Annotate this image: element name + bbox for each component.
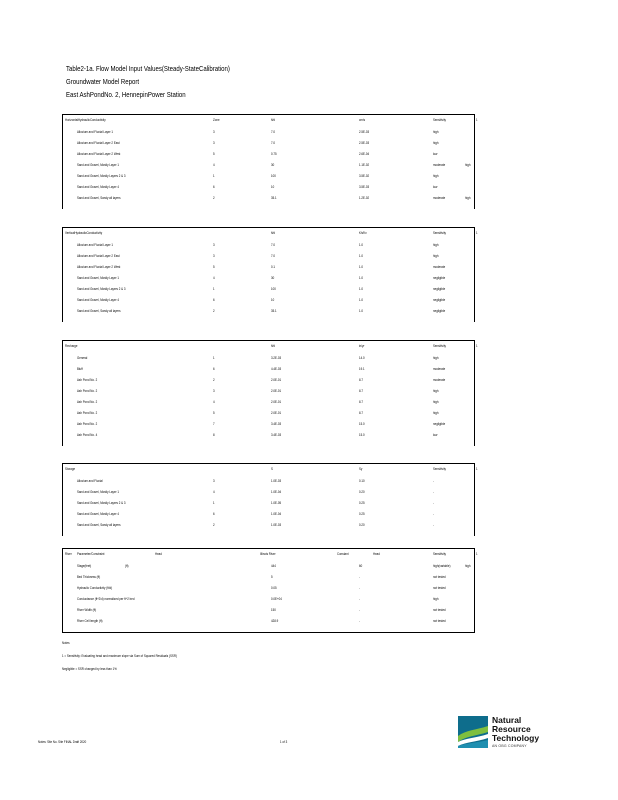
- table-cell: Sand and Gravel, Mostly Layers 2 & 3: [77, 173, 126, 178]
- table-cell: high: [433, 355, 439, 360]
- header-cell: Recharge: [65, 343, 78, 348]
- header-cell: Zone: [213, 117, 220, 122]
- table-cell: Alluvium and Fluvial Layer 2 East: [77, 253, 120, 258]
- table-cell: Sand and Gravel, Mostly Layer 4: [77, 511, 119, 516]
- table-cell: moderate: [433, 377, 446, 382]
- table-cell: 150: [271, 607, 276, 612]
- table-cell: 0.75: [271, 151, 277, 156]
- vertical-rows: [63, 239, 474, 322]
- company-logo: [458, 716, 550, 752]
- table-row: [63, 272, 474, 283]
- table-cell: 1.0E-03: [271, 522, 282, 527]
- table-cell: 2.6E-04: [359, 151, 370, 156]
- header-cell: Storage: [65, 466, 76, 471]
- table-cell: 14.0: [359, 355, 365, 360]
- table-row: [63, 407, 474, 418]
- table-cell: 4: [213, 162, 215, 167]
- table-cell: 1: [213, 355, 215, 360]
- table-row: [63, 396, 474, 407]
- horizontal-conductivity-section: [62, 114, 478, 209]
- header-cell: Head: [373, 551, 380, 556]
- table-cell: 35.1: [271, 308, 277, 313]
- table-cell: River Width (ft): [77, 607, 97, 612]
- table-cell: Alluvium and Fluvial Layer 1: [77, 129, 114, 134]
- page-number: 1 of 3: [280, 739, 288, 744]
- table-cell: 1.0: [359, 264, 364, 269]
- table-cell: low: [433, 184, 438, 189]
- table-cell: high: [433, 242, 439, 247]
- table-cell: 3.2E-03: [271, 355, 282, 360]
- table-cell: 1.1E-02: [359, 162, 370, 167]
- table-cell: Sand and Gravel, Sandy all layers: [77, 308, 121, 313]
- table-row: [63, 385, 474, 396]
- table-cell: Stage(feet): [77, 563, 92, 568]
- table-cell: not tested: [433, 607, 446, 612]
- table-cell: 8: [213, 432, 215, 437]
- table-cell: 8.7: [359, 410, 364, 415]
- logo-line-3: Technology: [492, 733, 540, 743]
- table-cell: 444: [271, 563, 276, 568]
- header-cell: Sensitivity: [433, 551, 446, 556]
- table-cell: 0.20: [359, 522, 365, 527]
- table-cell: Alluvium and Fluvial Layer 2 East: [77, 140, 120, 145]
- table-cell: high: [433, 388, 439, 393]
- footnote-marker: 1: [475, 117, 478, 122]
- table-cell: 0.10: [359, 478, 365, 483]
- header-cell: HorizontalHydraulicConductivity: [65, 117, 106, 122]
- table-cell: 1.0: [359, 275, 364, 280]
- table-cell: 4: [213, 489, 215, 494]
- table-cell: high: [433, 410, 439, 415]
- table-cell: not tested: [433, 618, 446, 623]
- table-cell: not tested: [433, 585, 446, 590]
- table-cell: 5: [213, 151, 215, 156]
- footer-left: Notes: Site No. Site FINAL Draft 2020: [38, 739, 87, 744]
- storage-section: [62, 463, 478, 536]
- header-cell: Constant: [337, 551, 349, 556]
- table-cell: high: [433, 253, 439, 258]
- table-row: [63, 593, 474, 604]
- table-row: [63, 582, 474, 593]
- row-spacer: [63, 203, 474, 209]
- table-cell: 8.7: [359, 377, 364, 382]
- table-cell: 3: [213, 129, 215, 134]
- table-cell: 0.25: [359, 500, 365, 505]
- table-cell: 60: [359, 563, 363, 568]
- table-cell: 1.0E-04: [271, 511, 282, 516]
- table-cell: 3.4E-03: [271, 421, 282, 426]
- table-row: [63, 352, 474, 363]
- table-cell: negligible: [433, 421, 446, 426]
- table-row: [63, 170, 474, 181]
- table-cell: 1.0: [359, 253, 364, 258]
- table-cell: Sand and Gravel, Mostly Layer 1: [77, 162, 119, 167]
- table-cell: negligible: [433, 275, 446, 280]
- table-cell: 1.0E-04: [271, 489, 282, 494]
- logo-line-1: Natural: [492, 715, 522, 725]
- table-cell: high: [465, 563, 471, 568]
- header-cell: ft/d: [271, 343, 276, 348]
- table-cell: 6: [213, 366, 215, 371]
- table-row: [63, 148, 474, 159]
- table-cell: not tested: [433, 574, 446, 579]
- notes-line-2: Negligible = SSR changed by less than 1%: [62, 666, 117, 671]
- table-cell: 3: [213, 253, 215, 258]
- table-cell: 4: [213, 399, 215, 404]
- table-cell: 6: [213, 184, 215, 189]
- table-cell: 1.0: [359, 308, 364, 313]
- header-cell: cm/s: [359, 117, 366, 122]
- table-row: [63, 294, 474, 305]
- table-cell: Alluvium and Fluvial Layer 2 West: [77, 151, 121, 156]
- table-cell: 2: [213, 377, 215, 382]
- table-cell: 35.1: [271, 195, 277, 200]
- table-cell: -: [359, 596, 360, 601]
- recharge-section: [62, 340, 478, 446]
- table-cell: Sand and Gravel, Mostly Layer 4: [77, 184, 119, 189]
- table-cell: 1: [213, 286, 215, 291]
- table-row: [63, 181, 474, 192]
- title-line-3: East AshPondNo. 2, HennepinPower Station: [66, 90, 186, 99]
- table-cell: negligible: [433, 286, 446, 291]
- row-spacer: [63, 316, 474, 322]
- table-cell: 8.7: [359, 399, 364, 404]
- table-cell: high: [433, 129, 439, 134]
- table-cell: Sand and Gravel, Sandy all layers: [77, 522, 121, 527]
- header-cell: Sensitivity: [433, 117, 446, 122]
- table-cell: 6: [213, 297, 215, 302]
- table-cell: high: [433, 173, 439, 178]
- table-cell: 10: [271, 297, 275, 302]
- table-row: [63, 486, 474, 497]
- table-row: [63, 374, 474, 385]
- table-cell: Sand and Gravel, Sandy all layers: [77, 195, 121, 200]
- horizontal-rows: [63, 126, 474, 209]
- recharge-rows: [63, 352, 474, 446]
- vertical-conductivity-section: [62, 227, 478, 322]
- header-cell: Parameter/Constraint: [77, 551, 105, 556]
- table-cell: Sand and Gravel, Mostly Layers 2 & 3: [77, 286, 126, 291]
- table-cell: 0.05: [271, 585, 277, 590]
- table-cell: 5: [213, 410, 215, 415]
- table-cell: Bed Thickness (ft): [77, 574, 101, 579]
- table-cell: -: [359, 585, 360, 590]
- table-cell: Sand and Gravel, Mostly Layers 2 & 3: [77, 500, 126, 505]
- footnote-marker: 1: [475, 343, 478, 348]
- row-spacer: [63, 530, 474, 536]
- table-cell: 0.1: [271, 264, 276, 269]
- table-cell: Alluvium and Fluvial Layer 1: [77, 242, 114, 247]
- table-cell: 30: [271, 275, 275, 280]
- table-cell: 0.25: [359, 511, 365, 516]
- table-cell: negligible: [433, 297, 446, 302]
- river-section: [62, 548, 478, 633]
- table-row: [63, 261, 474, 272]
- table-cell: 1.2E-02: [359, 195, 370, 200]
- header-cell: VerticalHydraulicConductivity: [65, 230, 103, 235]
- notes-line-1: 1 = Sensitivity: Evaluating head and maximum slope via Sum of Squared Residuals (SSR): [62, 653, 177, 658]
- header-cell: River: [65, 551, 72, 556]
- table-row: [63, 239, 474, 250]
- table-cell: Alluvium and Fluvial: [77, 478, 103, 483]
- table-row: [63, 305, 474, 316]
- table-cell: Ash Pond No. 2: [77, 388, 98, 393]
- footnote-marker: 1: [475, 466, 478, 471]
- table-cell: 7.0: [271, 140, 276, 145]
- table-cell: 15.0: [359, 432, 365, 437]
- table-cell: 0.20: [359, 489, 365, 494]
- table-cell: moderate: [433, 366, 446, 371]
- table-cell: high: [465, 195, 471, 200]
- title-line-1: Table2-1a. Flow Model Input Values(Steady-StateCalibration): [66, 64, 230, 73]
- table-row: [63, 508, 474, 519]
- row-spacer: [63, 626, 474, 632]
- logo-line-2: Resource: [492, 724, 531, 734]
- table-cell: 3: [213, 140, 215, 145]
- table-cell: 1.0: [359, 242, 364, 247]
- table-cell: 30: [271, 162, 275, 167]
- table-row: [63, 283, 474, 294]
- table-cell: 3.4E-03: [271, 432, 282, 437]
- table-cell: River Cell length (ft): [77, 618, 103, 623]
- table-cell: 15.0: [359, 421, 365, 426]
- header-cell: S: [271, 466, 273, 471]
- table-cell: low: [433, 151, 438, 156]
- table-row: [63, 126, 474, 137]
- table-cell: Sand and Gravel, Mostly Layer 1: [77, 275, 119, 280]
- table-cell: 2.0E-01: [271, 399, 282, 404]
- table-cell: 3: [213, 388, 215, 393]
- table-cell: 5: [213, 264, 215, 269]
- header-cell: Head: [155, 551, 162, 556]
- table-row: [63, 604, 474, 615]
- storage-rows: [63, 475, 474, 536]
- table-cell: 5: [271, 574, 273, 579]
- header-cell: in/yr: [359, 343, 365, 348]
- storage-header-row: [63, 464, 478, 475]
- table-cell: high(variable): [433, 563, 451, 568]
- table-cell: -: [433, 478, 434, 483]
- table-cell: 19.1: [359, 366, 365, 371]
- table-row: [63, 363, 474, 374]
- table-row: [63, 418, 474, 429]
- header-cell: ft/d: [271, 230, 276, 235]
- header-cell: ft/d: [271, 117, 276, 122]
- header-cell: Kh/Kv: [359, 230, 367, 235]
- table-cell: 3: [213, 242, 215, 247]
- table-cell: Bluff: [77, 366, 83, 371]
- table-cell: -: [359, 574, 360, 579]
- row-spacer: [63, 440, 474, 446]
- table-cell: 2: [213, 522, 215, 527]
- table-cell: -: [359, 618, 360, 623]
- table-cell: 100: [271, 286, 276, 291]
- table-cell: 1.0E-05: [271, 500, 282, 505]
- table-cell: Ash Pond No. 2: [77, 399, 98, 404]
- table-cell: 6: [213, 511, 215, 516]
- table-cell: 1.0E-03: [271, 478, 282, 483]
- table-cell: Conductance (ft^2/d) normalized per ft^2 bed: [77, 596, 135, 601]
- table-row: [63, 159, 474, 170]
- table-row: [63, 429, 474, 440]
- table-row: [63, 250, 474, 261]
- table-cell: 1.0: [359, 297, 364, 302]
- table-cell: Ash Pond No. 2: [77, 410, 98, 415]
- table-cell: -: [359, 607, 360, 612]
- table-cell: -: [433, 511, 434, 516]
- table-cell: 3.5E-02: [359, 173, 370, 178]
- table-cell: -: [433, 489, 434, 494]
- table-cell: Ash Pond No. 2: [77, 377, 98, 382]
- table-cell: negligible: [433, 308, 446, 313]
- table-cell: 3.5E-03: [359, 184, 370, 189]
- table-cell: 1: [213, 173, 215, 178]
- table-cell: 1.0: [359, 286, 364, 291]
- table-cell: Ash Pond No. 4: [77, 432, 98, 437]
- header-cell: Illinois River: [260, 551, 276, 556]
- table-row: [63, 192, 474, 203]
- table-cell: high: [433, 399, 439, 404]
- table-row: [63, 519, 474, 530]
- table-cell: 4.4E-03: [271, 366, 282, 371]
- table-row: [63, 571, 474, 582]
- table-cell: General: [77, 355, 88, 360]
- table-cell: Alluvium and Fluvial Layer 2 West: [77, 264, 121, 269]
- table-cell: 10: [271, 184, 275, 189]
- table-cell: -: [433, 500, 434, 505]
- footnote-marker: 1: [475, 230, 478, 235]
- logo-wordmark: [492, 716, 539, 743]
- table-cell: moderate: [433, 195, 446, 200]
- table-cell: Sand and Gravel, Mostly Layer 4: [77, 297, 119, 302]
- table-cell: Sand and Gravel, Mostly Layer 1: [77, 489, 119, 494]
- notes-heading: Notes: [62, 640, 70, 645]
- table-cell: 2.5E-03: [359, 140, 370, 145]
- river-rows: [63, 560, 474, 632]
- table-cell: 8.7: [359, 388, 364, 393]
- table-cell: 2.0E-01: [271, 388, 282, 393]
- recharge-header-row: [63, 341, 478, 352]
- footnote-marker: 1: [475, 551, 478, 556]
- header-cell: Sensitivity: [433, 343, 446, 348]
- vertical-header-row: [63, 228, 478, 239]
- table-cell: 0.0E+04: [271, 596, 282, 601]
- table-cell: high: [433, 596, 439, 601]
- table-cell: Hydraulic Conductivity (ft/d): [77, 585, 113, 590]
- table-cell: high: [465, 162, 471, 167]
- table-cell: Ash Pond No. 2: [77, 421, 98, 426]
- table-cell: (ft): [125, 563, 129, 568]
- horizontal-header-row: [63, 115, 478, 126]
- logo-subtitle: AN OBG COMPANY: [492, 744, 527, 748]
- table-cell: moderate: [433, 162, 446, 167]
- notes-block: [62, 640, 222, 679]
- table-cell: 1: [213, 500, 215, 505]
- table-cell: 3: [213, 478, 215, 483]
- table-cell: 2: [213, 195, 215, 200]
- table-cell: 7.0: [271, 242, 276, 247]
- title-line-2: Groundwater Model Report: [66, 77, 140, 86]
- table-cell: -: [433, 522, 434, 527]
- table-row: [63, 137, 474, 148]
- table-cell: 7: [213, 421, 215, 426]
- nrt-logo-icon: [458, 716, 488, 748]
- table-cell: 7.0: [271, 253, 276, 258]
- table-cell: low: [433, 432, 438, 437]
- table-cell: 2.5E-03: [359, 129, 370, 134]
- header-cell: Sensitivity: [433, 466, 446, 471]
- table-cell: moderate: [433, 264, 446, 269]
- table-cell: 4: [213, 275, 215, 280]
- table-row: [63, 615, 474, 626]
- table-cell: 428.9: [271, 618, 279, 623]
- table-row: [63, 497, 474, 508]
- table-cell: 7.0: [271, 129, 276, 134]
- table-cell: 2.0E-01: [271, 377, 282, 382]
- table-cell: 2: [213, 308, 215, 313]
- table-row: [63, 475, 474, 486]
- table-cell: 100: [271, 173, 276, 178]
- header-cell: Sensitivity: [433, 230, 446, 235]
- table-cell: 2.0E-01: [271, 410, 282, 415]
- table-cell: high: [433, 140, 439, 145]
- header-cell: Sy: [359, 466, 363, 471]
- river-header-row: [63, 549, 478, 560]
- table-row: [63, 560, 474, 571]
